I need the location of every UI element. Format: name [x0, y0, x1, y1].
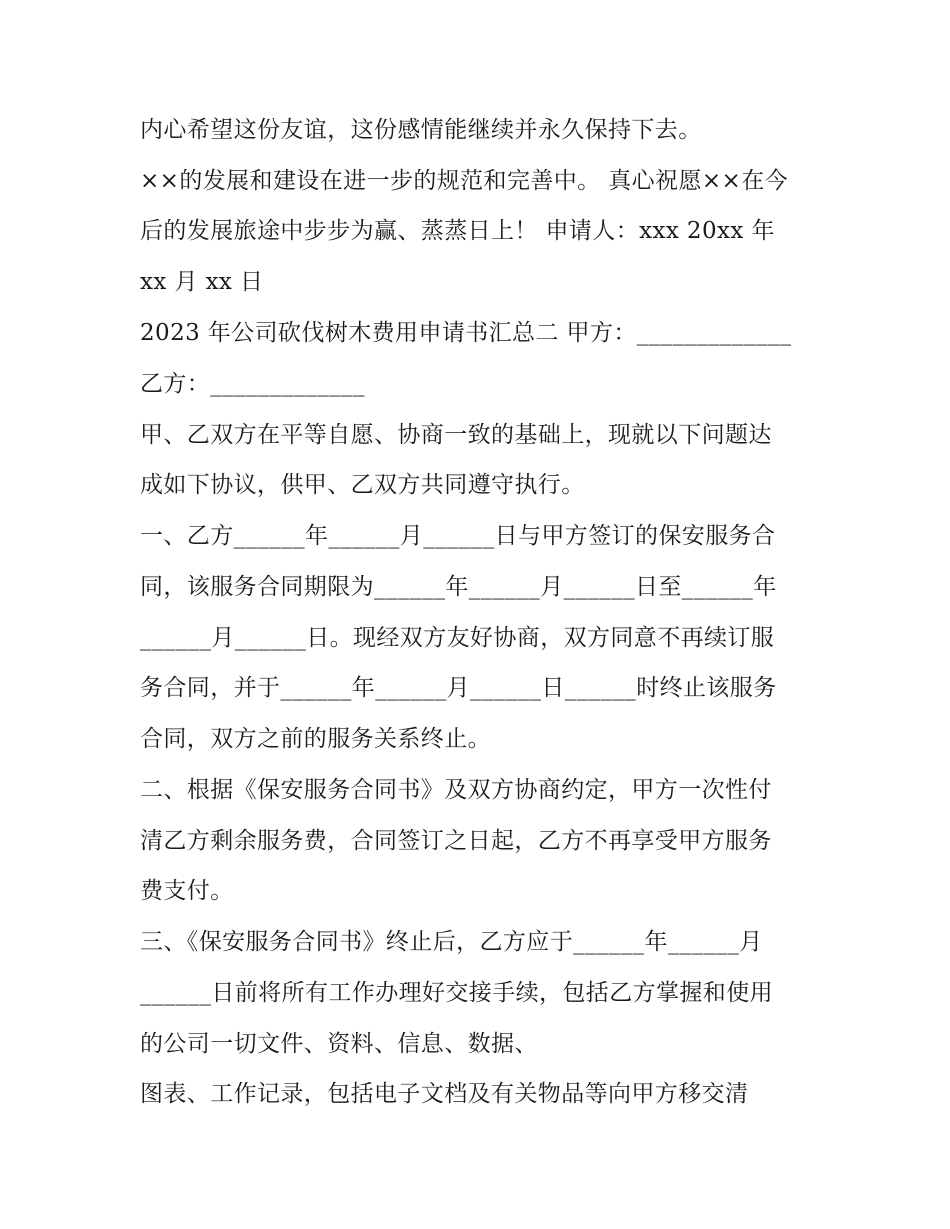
text-line: 后的发展旅途中步步为赢、蒸蒸日上！ 申请人：xxx 20xx 年 — [140, 218, 775, 244]
text-line: 图表、工作记录，包括电子文档及有关物品等向甲方移交清 — [140, 1081, 749, 1107]
text-line: 三、《保安服务合同书》终止后，乙方应于______年______月 — [140, 929, 763, 955]
text-line: ______月______日。现经双方友好协商，双方同意不再续订服 — [140, 625, 775, 651]
text-line: 内心希望这份友谊，这份感情能继续并永久保持下去。 — [140, 117, 702, 143]
text-line: 二、根据《保安服务合同书》及双方协商约定，甲方一次性付 — [140, 777, 772, 803]
text-line: 的公司一切文件、资料、信息、数据、 — [140, 1031, 538, 1057]
text-line: 务合同，并于______年______月______日______时终止该服务 — [140, 675, 777, 701]
text-line: ××的发展和建设在进一步的规范和完善中。 真心祝愿××在今 — [140, 168, 788, 194]
text-line: 同，该服务合同期限为______年______月______日至______年 — [140, 574, 777, 600]
text-line: 甲、乙双方在平等自愿、协商一致的基础上，现就以下问题达 — [140, 422, 772, 448]
text-line: 成如下协议，供甲、乙双方共同遵守执行。 — [140, 472, 585, 498]
text-line: 一、乙方______年______月______日与甲方签订的保安服务合 — [140, 523, 776, 549]
text-line: xx 月 xx 日 — [140, 269, 264, 295]
text-line: 合同，双方之前的服务关系终止。 — [140, 726, 491, 752]
text-line: 清乙方剩余服务费，合同签订之日起，乙方不再享受甲方服务 — [140, 828, 772, 854]
text-line: 2023 年公司砍伐树木费用申请书汇总二 甲方：_____________ — [140, 320, 792, 346]
text-line: 费支付。 — [140, 878, 234, 904]
text-line: ______日前将所有工作办理好交接手续，包括乙方掌握和使用 — [140, 980, 773, 1006]
text-line: 乙方：_____________ — [140, 371, 365, 397]
